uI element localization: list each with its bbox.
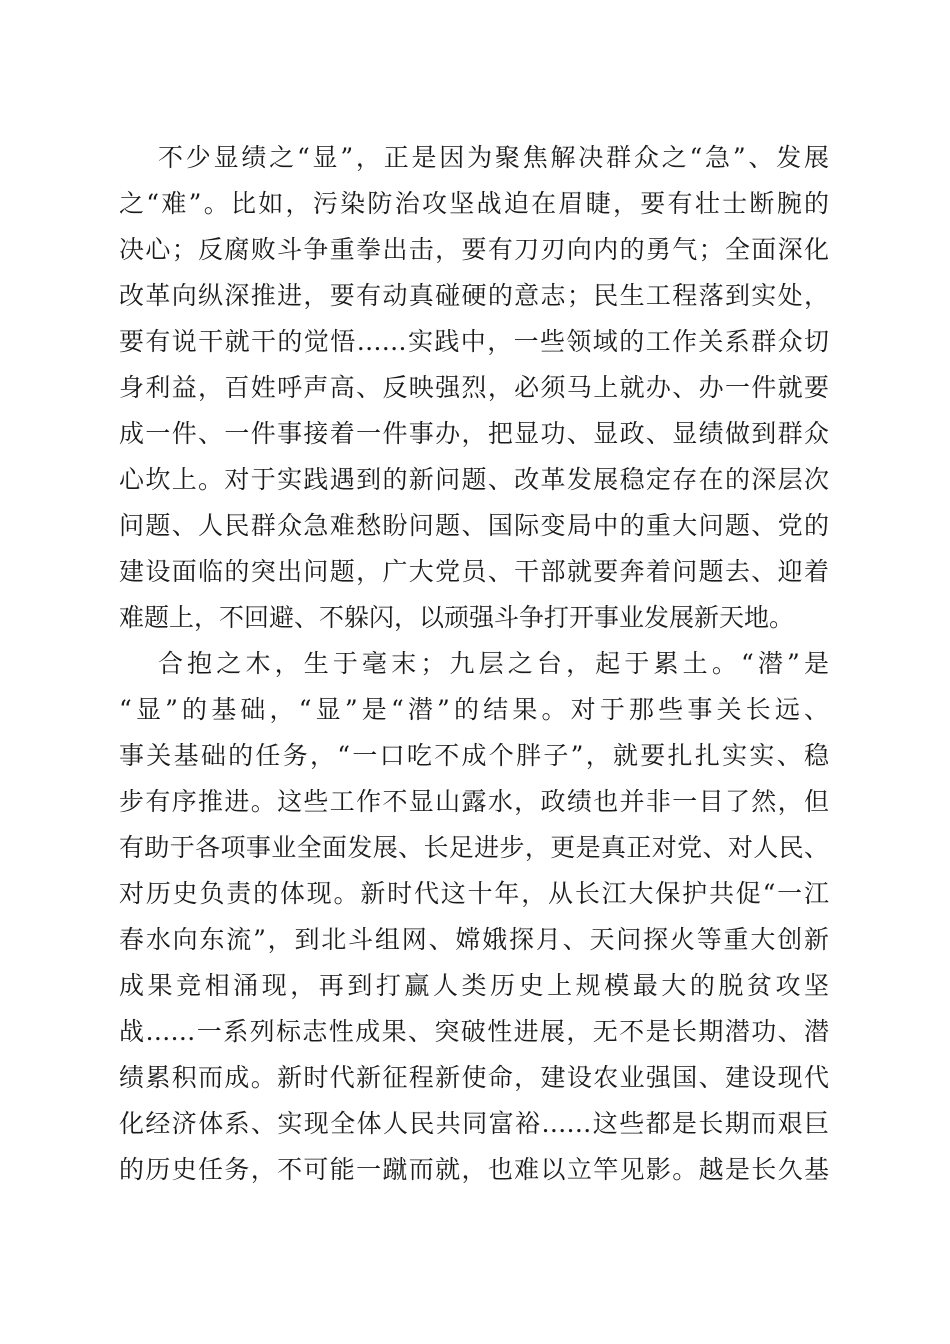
text-line: 问题、人民群众急难愁盼问题、国际变局中的重大问题、党的 [119, 511, 829, 540]
text-line: 对历史负责的体现。新时代这十年，从长江大保护共促“一江 [119, 879, 829, 908]
text-line: 决心；反腐败斗争重拳出击，要有刀刃向内的勇气；全面深化 [119, 235, 829, 264]
text-line: 有助于各项事业全面发展、长足进步，更是真正对党、对人民、 [119, 833, 829, 862]
text-line: 不少显绩之“显”，正是因为聚焦解决群众之“急”、发展 [158, 143, 830, 172]
text-line: 改革向纵深推进，要有动真碰硬的意志；民生工程落到实处， [119, 281, 829, 310]
text-line: 化经济体系、实现全体人民共同富裕……这些都是长期而艰巨 [119, 1109, 829, 1138]
text-line: 之“难”。比如，污染防治攻坚战迫在眉睫，要有壮士断腕的 [119, 189, 829, 218]
text-line: 事关基础的任务，“一口吃不成个胖子”，就要扎扎实实、稳 [119, 741, 829, 770]
text-line: 成一件、一件事接着一件事办，把显功、显政、显绩做到群众 [119, 419, 829, 448]
text-line: 身利益，百姓呼声高、反映强烈，必须马上就办、办一件就要 [119, 373, 829, 402]
text-line: 合抱之木，生于毫末；九层之台，起于累土。“潜”是 [158, 649, 829, 678]
text-line: 步有序推进。这些工作不显山露水，政绩也并非一目了然，但 [119, 787, 829, 816]
text-line: “显”的基础，“显”是“潜”的结果。对于那些事关长远、 [119, 695, 829, 724]
text-line: 绩累积而成。新时代新征程新使命，建设农业强国、建设现代 [119, 1063, 829, 1092]
text-line: 要有说干就干的觉悟……实践中，一些领域的工作关系群众切 [119, 327, 829, 356]
text-line: 战……一系列标志性成果、突破性进展，无不是长期潜功、潜 [119, 1017, 829, 1046]
text-line: 成果竞相涌现，再到打赢人类历史上规模最大的脱贫攻坚 [119, 971, 829, 1000]
text-line: 的历史任务，不可能一蹴而就，也难以立竿见影。越是长久基 [119, 1155, 829, 1184]
text-line: 心坎上。对于实践遇到的新问题、改革发展稳定存在的深层次 [119, 465, 829, 494]
text-line: 春水向东流”，到北斗组网、嫦娥探月、天问探火等重大创新 [119, 925, 829, 954]
text-line: 建设面临的突出问题，广大党员、干部就要奔着问题去、迎着 [119, 557, 829, 586]
text-line: 难题上，不回避、不躲闪，以顽强斗争打开事业发展新天地。 [119, 603, 795, 632]
